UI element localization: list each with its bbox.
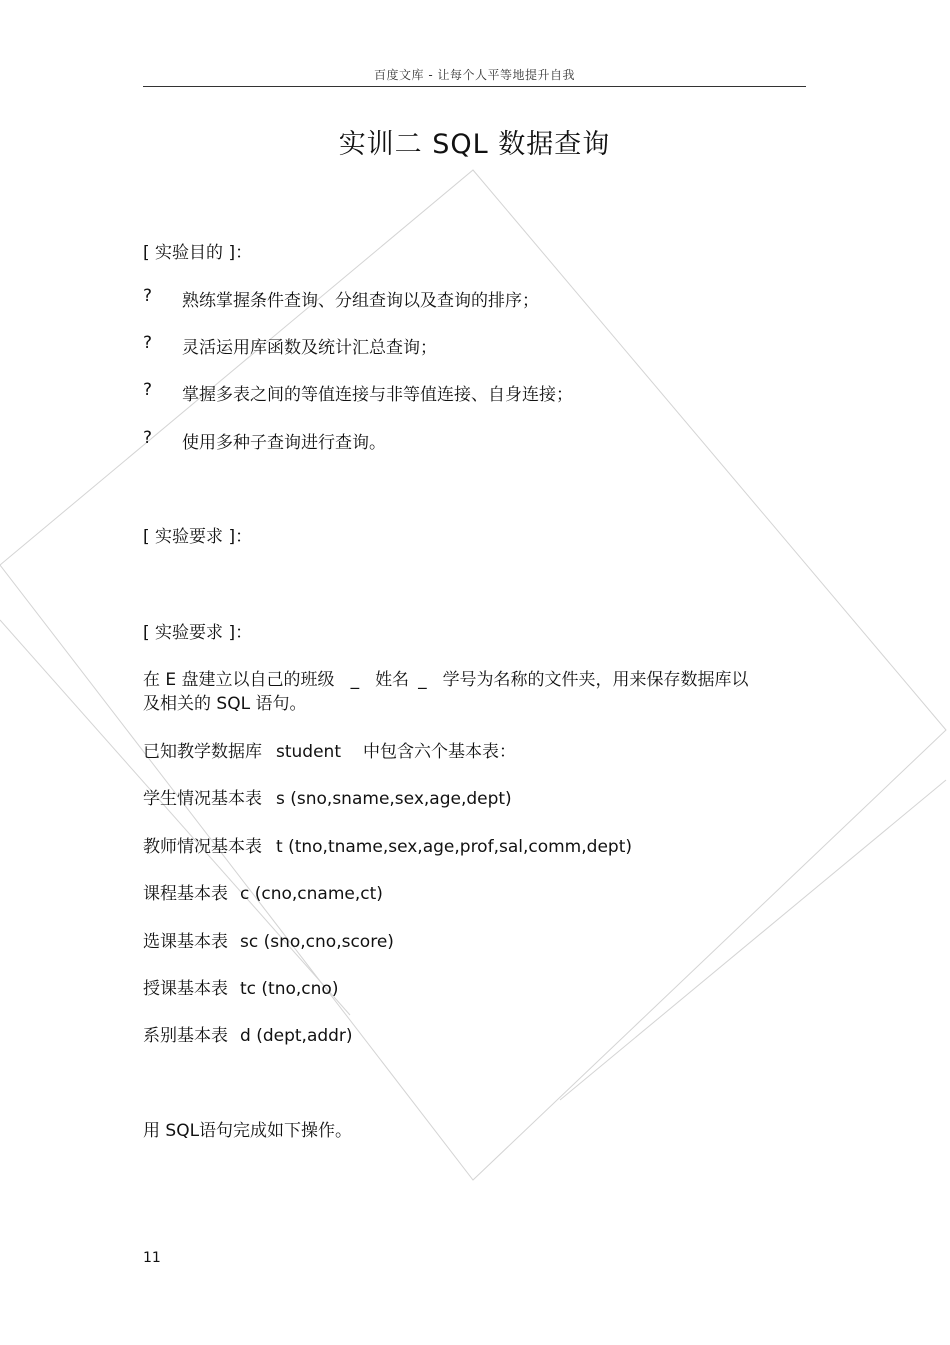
table-label: 课程基本表 [143,884,228,904]
table-item [143,879,383,904]
section-requirement-label-2: [ 实验要求 ]： [143,623,253,643]
known-database-line [143,737,516,762]
page-number: 11 [143,1250,161,1266]
table-item [143,974,338,999]
section-requirement-label: [ 实验要求 ]： [143,527,253,547]
requirement-line-1 [143,665,749,690]
known-prefix: 已知教学数据库 [143,742,262,762]
table-item [143,927,394,952]
page-header: 百度文库 - 让每个人平等地提升自我 [374,68,575,82]
table-item [143,832,632,857]
objective-item: 使用多种子查询进行查询。 [182,433,386,453]
requirement-line-2: 及相关的 SQL 语句。 [143,694,307,714]
requirement-text-a: 在 E 盘建立以自己的班级 [143,670,335,690]
known-suffix: 中包含六个基本表： [363,742,516,762]
objective-item: 掌握多表之间的等值连接与非等值连接、自身连接； [182,385,573,405]
objective-item: 灵活运用库函数及统计汇总查询； [182,338,437,358]
table-label: 系别基本表 [143,1026,228,1046]
requirement-underscore-2: _ [418,670,427,690]
table-item [143,784,512,809]
header-rule [143,86,806,87]
closing-instruction: 用 SQL语句完成如下操作。 [143,1121,353,1141]
table-schema: t (tno,tname,sex,age,prof,sal,comm,dept) [276,837,632,857]
requirement-underscore-1: _ [350,670,360,690]
table-schema: c (cno,cname,ct) [240,884,383,904]
objective-marker: ? [143,380,153,400]
requirement-text-c: 姓名 [375,670,410,690]
requirement-text-e: 学号为名称的文件夹，用来保存数据库以 [442,670,749,690]
objective-marker: ? [143,428,153,448]
table-schema: sc (sno,cno,score) [240,932,394,952]
database-name: student [276,742,341,762]
objective-item: 熟练掌握条件查询、分组查询以及查询的排序； [182,291,539,311]
table-schema: tc (tno,cno) [240,979,339,999]
objective-marker: ? [143,333,153,353]
table-schema: s (sno,sname,sex,age,dept) [276,789,512,809]
table-label: 学生情况基本表 [143,789,262,809]
table-schema: d (dept,addr) [240,1026,353,1046]
page-title: 实训二 SQL 数据查询 [338,129,611,160]
objective-marker: ? [143,286,153,306]
table-label: 教师情况基本表 [143,837,262,857]
table-label: 授课基本表 [143,979,228,999]
table-item [143,1021,353,1046]
table-label: 选课基本表 [143,932,228,952]
section-purpose-label: [ 实验目的 ]： [143,243,253,263]
